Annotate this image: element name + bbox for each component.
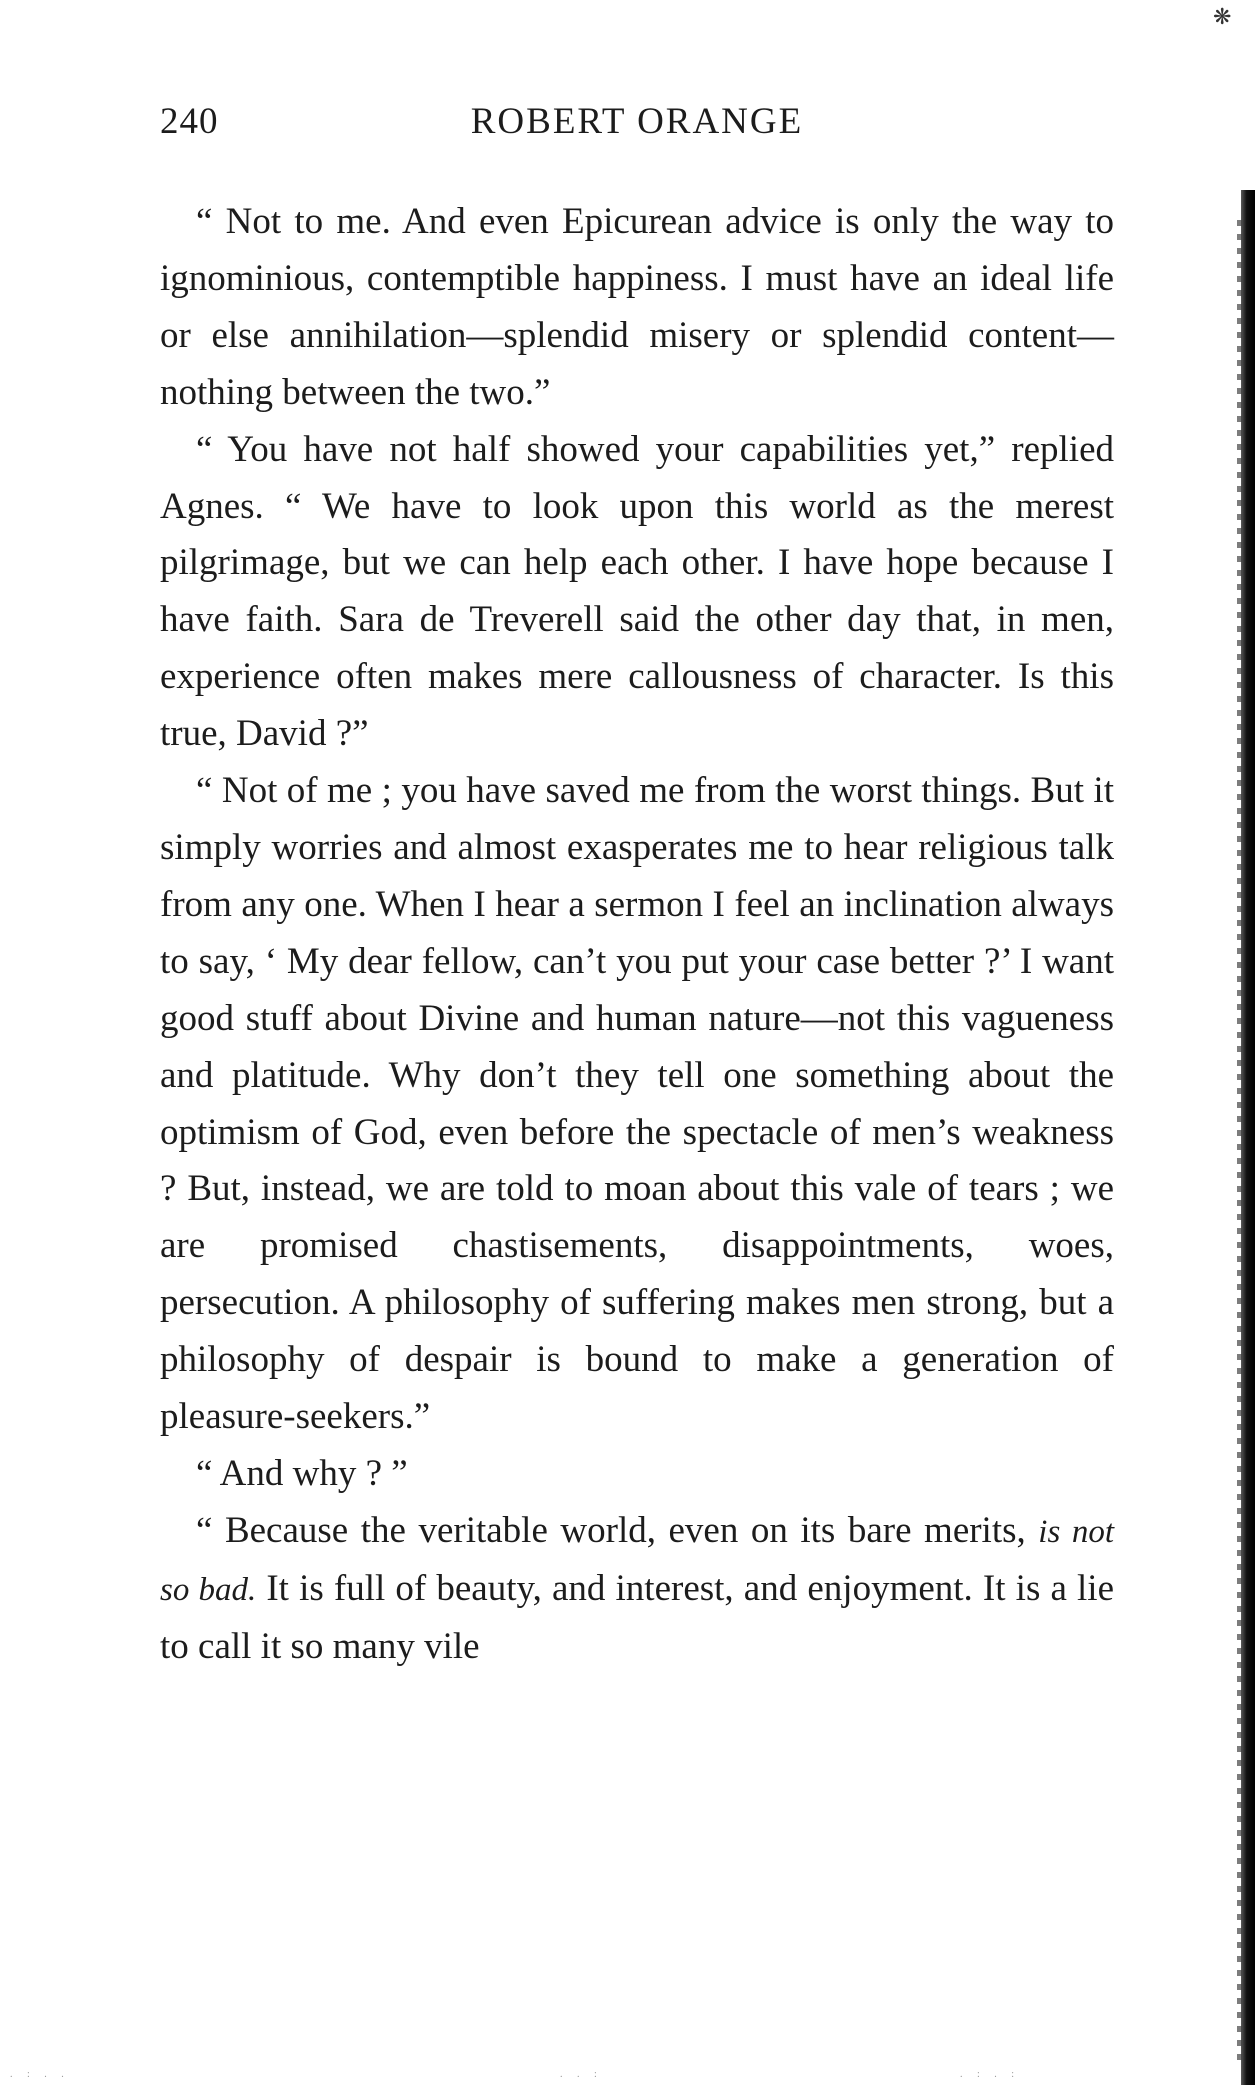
running-title: ROBERT ORANGE xyxy=(470,101,804,142)
paragraph: “ You have not half showed your capabilities yet,” replied Agnes. “ We have to look upon this world as the merest pilgrimage, but we can help each other. I have hope because I have faith. Sara de Treverell said the other day that, in men, experience often makes mere callousness of character. Is this true, David ?” xyxy=(160,428,1114,755)
paragraph: “ Not of me ; you have saved me from the worst things. But it simply worries and almost exasperates me to hear religious talk from any one. When I hear a sermon I feel an inclination always to say, ‘ My dear fellow, can’t you put your case better ?’ I want good stuff about Divine and human nature—not this vagueness and platitude. Why don’t they tell one something about the optimism of God, even before the spectacle of men’s weakness ? But, instead, we are told to moan about this vale of tears ; we are promised chastisements, disappointments, woes, persecution. A philosophy of suffering makes men strong, but a philosophy of despair is bound to make a generation of pleasure-seekers.” xyxy=(160,770,1114,1438)
paragraph-text: “ Because the veritable world, even on its bare merits, xyxy=(196,1509,1039,1551)
paragraph: “ Not to me. And even Epicurean advice is only the way to ignominious, contemptible happiness. I must have an ideal life or else annihilation—splendid misery or splendid content—nothing between the two.” xyxy=(160,201,1114,413)
ornament-icon: ❋ xyxy=(1213,4,1232,29)
page-number: 240 xyxy=(160,101,219,142)
page-gutter-shadow xyxy=(1241,190,1255,2085)
running-header xyxy=(160,100,1114,150)
scan-speckle: . : . . xyxy=(10,2069,70,2080)
paragraph-text: It is full of beauty, and interest, and enjoyment. It is a lie to call it so many vile xyxy=(160,1567,1115,1667)
scan-speckle: . . : xyxy=(560,2069,603,2080)
paragraph xyxy=(160,1503,1114,1676)
body-text xyxy=(160,194,1114,1676)
page-edge-texture xyxy=(1237,220,1243,2060)
scan-speckle: . : . : xyxy=(960,2069,1021,2080)
paragraph: “ And why ? ” xyxy=(196,1452,408,1494)
italic-emphasis: is not so bad. xyxy=(160,1513,1114,1608)
